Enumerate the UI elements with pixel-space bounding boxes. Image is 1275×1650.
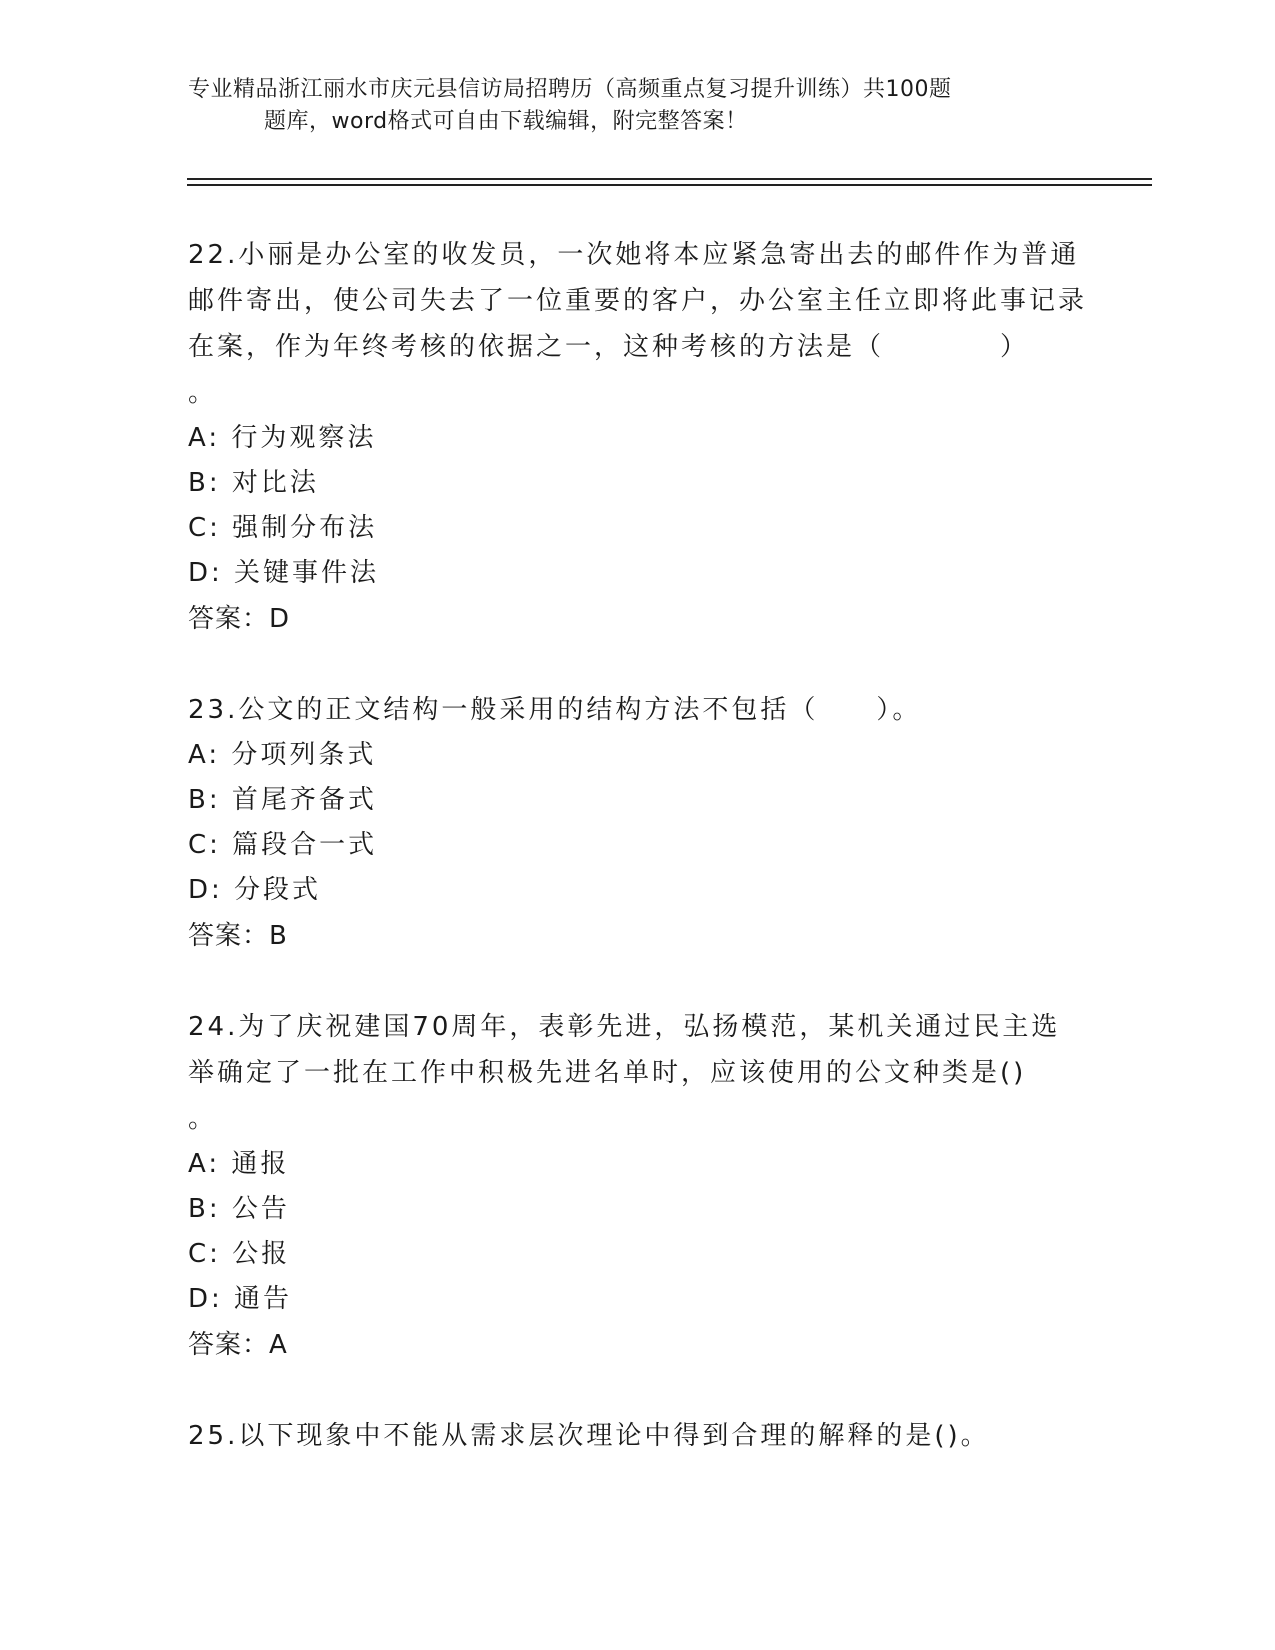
option-b: B: 对比法: [188, 468, 319, 498]
question-tail: 。: [188, 378, 218, 408]
question-text: 24.为了庆祝建国70周年，表彰先进，弘扬模范，某机关通过民主选举确定了一批在工作中积极先进名单时，应该使用的公文种类是(): [188, 1012, 1061, 1088]
option-d: D: 通告: [188, 1284, 293, 1314]
option-c: C: 篇段合一式: [188, 830, 378, 860]
question-text: 23.公文的正文结构一般采用的结构方法不包括（ ）。: [188, 695, 922, 725]
question-23: [188, 687, 1088, 959]
option-c: C: 强制分布法: [188, 513, 378, 543]
question-list: [188, 232, 1088, 1504]
document-header: [188, 74, 1048, 138]
header-title-line-1: 专业精品浙江丽水市庆元县信访局招聘历（高频重点复习提升训练）共100题: [188, 77, 952, 102]
question-tail: 。: [188, 1104, 218, 1134]
option-a: A: 行为观察法: [188, 423, 377, 453]
question-22: [188, 232, 1088, 642]
header-divider-top: [187, 178, 1152, 180]
question-text: 22.小丽是办公室的收发员，一次她将本应紧急寄出去的邮件作为普通邮件寄出，使公司失去了一位重要的客户，办公室主任立即将此事记录在案，作为年终考核的依据之一，这种考核的方法是（ ）: [188, 240, 1088, 362]
option-c: C: 公报: [188, 1239, 291, 1269]
option-d: D: 分段式: [188, 875, 322, 905]
option-b: B: 首尾齐备式: [188, 785, 377, 815]
option-b: B: 公告: [188, 1194, 290, 1224]
answer: 答案：D: [188, 604, 291, 634]
header-title-line-2: 题库，word格式可自由下载编辑，附完整答案！: [264, 109, 748, 134]
question-25: [188, 1413, 1088, 1459]
question-24: [188, 1004, 1088, 1368]
header-divider-bottom: [187, 184, 1152, 186]
option-a: A: 分项列条式: [188, 740, 377, 770]
answer: 答案：A: [188, 1330, 288, 1360]
option-d: D: 关键事件法: [188, 558, 380, 588]
answer: 答案：B: [188, 921, 288, 951]
option-a: A: 通报: [188, 1149, 290, 1179]
question-text: 25.以下现象中不能从需求层次理论中得到合理的解释的是()。: [188, 1421, 990, 1451]
